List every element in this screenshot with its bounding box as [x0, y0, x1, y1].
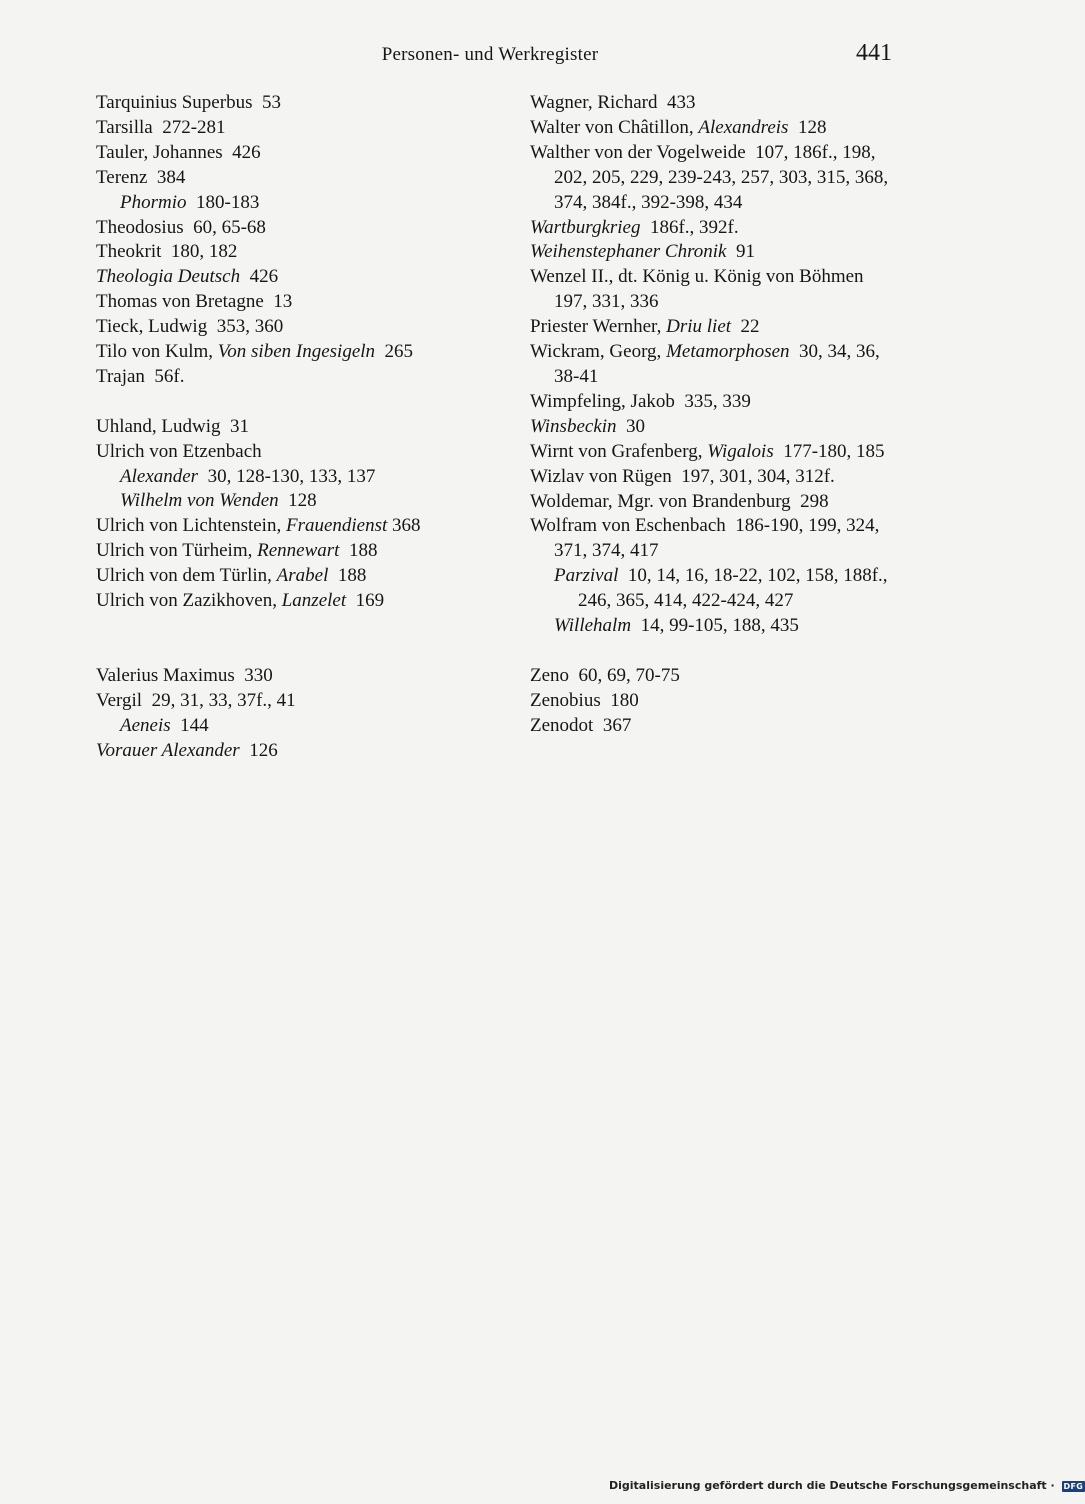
index-entry: Wagner, Richard 433 — [530, 92, 696, 113]
index-entry: Walter von Châtillon, Alexandreis 128 — [530, 116, 827, 138]
index-entry: Wickram, Georg, Metamorphosen 30, 34, 36, 38-41 — [530, 341, 880, 387]
index-entry: Tieck, Ludwig 353, 360 — [96, 316, 284, 338]
index-entry: Priester Wernher, Driu liet 22 — [530, 316, 760, 338]
index-entry: Wirnt von Grafenberg, Wigalois 177-180, 185 — [530, 440, 885, 462]
index-entry: Woldemar, Mgr. von Brandenburg 298 — [530, 490, 829, 512]
index-entry: Vorauer Alexander 126 — [96, 739, 278, 761]
index-entry: Zenodot 367 — [530, 714, 632, 736]
index-subentry: Willehalm 14, 99-105, 188, 435 — [554, 615, 799, 637]
page-number: 441 — [856, 40, 892, 66]
dfg-logo-icon: DFG — [1063, 1481, 1084, 1491]
index-subentry: Wilhelm von Wenden 128 — [120, 490, 317, 512]
index-subentry: Alexander 30, 128-130, 133, 137 — [120, 465, 376, 487]
index-column-right — [530, 91, 902, 739]
index-entry: Zenobius 180 — [530, 689, 639, 711]
running-header: Personen- und Werkregister — [381, 44, 599, 65]
index-entry: Walther von der Vogelweide 107, 186f., 198, 202, 205, 229, 239-243, 257, 303, 315, 368, 374, 384f., 392-398, 434 — [530, 141, 889, 213]
index-entry: Vergil 29, 31, 33, 37f., 41 — [96, 689, 296, 711]
entry-gap — [96, 614, 506, 639]
index-entry: Winsbeckin 30 — [530, 415, 646, 437]
footer-text: Digitalisierung gefördert durch die Deutsche Forschungsgemeinschaft — [609, 1479, 1047, 1492]
index-subentry: Aeneis 144 — [120, 714, 209, 736]
index-entry: Valerius Maximus 330 — [96, 664, 273, 686]
index-entry: Wartburgkrieg 186f., 392f. — [530, 216, 739, 238]
index-subentry: Parzival 10, 14, 16, 18-22, 102, 158, 188f., 246, 365, 414, 422-424, 427 — [554, 565, 888, 612]
index-entry: Ulrich von Türheim, Rennewart 188 — [96, 540, 378, 562]
index-entry: Theokrit 180, 182 — [96, 241, 238, 263]
index-entry: Wimpfeling, Jakob 335, 339 — [530, 390, 751, 412]
index-entry: Wizlav von Rügen 197, 301, 304, 312f. — [530, 465, 835, 487]
index-entry: Ulrich von Zazikhoven, Lanzelet 169 — [96, 590, 385, 612]
index-column-left — [96, 91, 506, 763]
index-entry: Tarquinius Superbus 53 — [96, 92, 281, 113]
index-entry: Tilo von Kulm, Von siben Ingesigeln 265 — [96, 341, 414, 363]
index-entry: Trajan 56f. — [96, 365, 185, 387]
entry-gap — [530, 639, 902, 664]
footer-separator: · — [1050, 1479, 1055, 1492]
index-entry: Tarsilla 272-281 — [96, 116, 226, 138]
index-entry: Weihenstephaner Chronik 91 — [530, 241, 755, 263]
index-entry: Ulrich von Etzenbach — [96, 440, 262, 462]
entry-gap — [96, 639, 506, 664]
index-entry: Theodosius 60, 65-68 — [96, 216, 266, 238]
index-entry: Terenz 384 — [96, 166, 186, 188]
index-entry: Ulrich von Lichtenstein, Frauendienst 368 — [96, 515, 421, 537]
index-entry: Wenzel II., dt. König u. König von Böhmen 197, 331, 336 — [530, 266, 869, 313]
digitization-credit — [609, 1479, 1085, 1492]
index-entry: Theologia Deutsch 426 — [96, 266, 279, 288]
index-entry: Wolfram von Eschenbach 186-190, 199, 324, 371, 374, 417 — [530, 515, 880, 562]
index-entry: Ulrich von dem Türlin, Arabel 188 — [96, 565, 367, 587]
index-subentry: Phormio 180-183 — [120, 191, 260, 213]
index-entry: Tauler, Johannes 426 — [96, 141, 261, 163]
index-entry: Uhland, Ludwig 31 — [96, 415, 250, 437]
index-entry: Thomas von Bretagne 13 — [96, 291, 293, 313]
entry-gap — [96, 390, 506, 415]
index-entry: Zeno 60, 69, 70-75 — [530, 664, 680, 686]
